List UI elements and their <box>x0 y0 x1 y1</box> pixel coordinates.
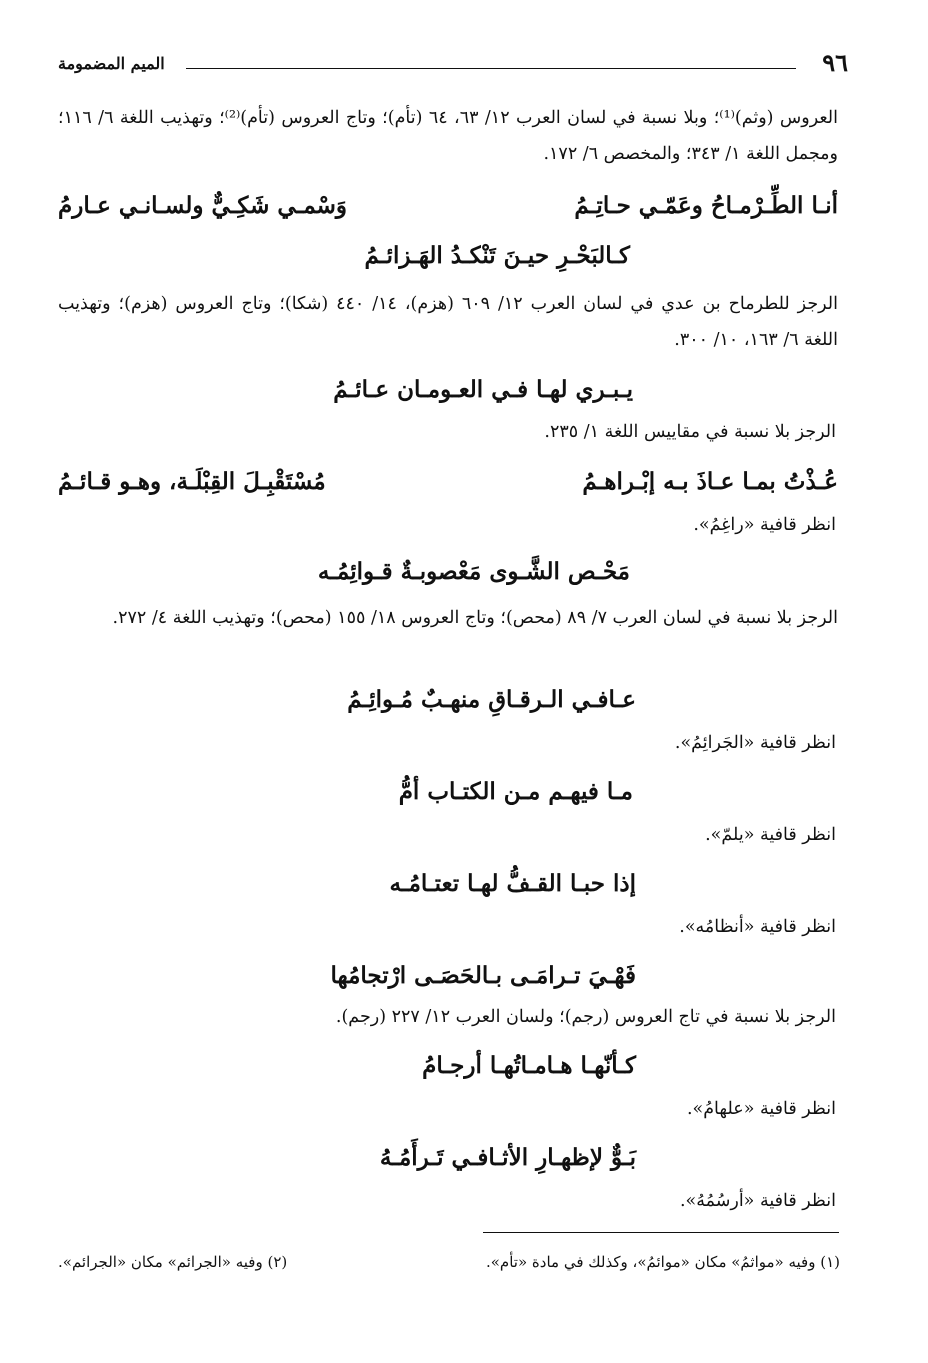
page-header <box>58 48 848 80</box>
citation-paragraph: الرجز بلا نسبة في لسان العرب ٧/ ٨٩ (محص)؛ وتاج العروس ١٨/ ١٥٥ (محص)؛ وتهذيب اللغة ٤/ ٢٧٢. <box>112 608 838 628</box>
header-rule <box>186 68 796 69</box>
footnote-rule <box>483 1232 839 1233</box>
cross-reference: انظر قافية «يلمّ». <box>705 825 836 845</box>
cross-reference: انظر قافية «أرسُمُهُ». <box>679 1191 836 1211</box>
page-number: ٩٦ <box>822 48 848 77</box>
verse-line: إذا حبـا القـفُّ لهـا تعتـامُـه <box>389 870 636 897</box>
verse-hemistich-second: وَسْمـي شَكِـيٌّ ولسـانـي عـارمُ <box>58 192 347 219</box>
verse-hemistich-first: أنـا الطِّـرْمـاحُ وعَمّـي حـاتِـمُ <box>574 192 838 219</box>
verse-line <box>58 186 838 228</box>
verse-hemistich-second: مُسْتَقْبِـلَ القِبْلَـة، وهـو قـائـمُ <box>58 468 326 495</box>
verse-line: مـا فيهـم مـن الكتـاب أمُّ <box>398 778 633 805</box>
verse-line <box>58 462 838 504</box>
footnote-1: (١) وفيه «مواثمُ» مكان «موائمُ»، وكذلك في مادة «تأم». <box>485 1253 840 1271</box>
verse-line: مَحْـص الشَّـوى مَعْصوبـةٌ قـوائِمُـه <box>317 558 630 585</box>
verse-line: عـافـي الـرقـاقِ منهـبٌ مُـوائِـمُ <box>347 686 636 713</box>
citation-paragraph: الرجز للطرماح بن عدي في لسان العرب ١٢/ ٦٠٩ (هزم)، ١٤/ ٤٤٠ (شكا)؛ وتاج العروس (هزم)؛ وتهذيب اللغة ٦/ ١٦٣، ١٠/ ٣٠٠. <box>58 294 838 350</box>
verse-hemistich-first: عُـذْتُ بمـا عـاذَ بـه إبْـراهـمُ <box>582 468 838 495</box>
citation-paragraph: العروس (وثم)⁽¹⁾؛ وبلا نسبة في لسان العرب ١٢/ ٦٣، ٦٤ (تأم)؛ وتاج العروس (تأم)⁽²⁾؛ وتهذيب اللغة ٦/ ١١٦؛ ومجمل اللغة ١/ ٣٤٣؛ والمخصص ٦/ ١٧٢. <box>58 108 838 164</box>
citation-paragraph: الرجز بلا نسبة في تاج العروس (رجم)؛ ولسان العرب ١٢/ ٢٢٧ (رجم). <box>335 1007 836 1027</box>
citation-paragraph: الرجز بلا نسبة في مقاييس اللغة ١/ ٢٣٥. <box>544 422 836 442</box>
verse-line: كـأنّهـا هـامـاتُهـا أرجـامُ <box>422 1052 636 1079</box>
running-title: الميم المضمومة <box>58 54 165 73</box>
verse-line: فَهْـيَ تـرامَـى بـالحَصَـى ارْتجامُها <box>330 962 636 989</box>
cross-reference: انظر قافية «الجَرائِمُ». <box>674 733 836 753</box>
cross-reference: انظر قافية «راغِمُ». <box>693 515 836 535</box>
verse-line: كـالبَحْـرِ حيـنَ تَنْكـدُ الهَـزائـمُ <box>364 242 630 269</box>
verse-line: بَـوٌّ لإظهـارِ الأثـافـي تَـرأَمُـهُ <box>379 1144 636 1171</box>
verse-line: يـبـري لهـا فـي العـومـان عـائـمُ <box>333 376 633 403</box>
footnote-2: (٢) وفيه «الجرائم» مكان «الجرائم». <box>58 1253 288 1271</box>
cross-reference: انظر قافية «علهامُ». <box>686 1099 836 1119</box>
cross-reference: انظر قافية «أنظامُه». <box>679 917 836 937</box>
